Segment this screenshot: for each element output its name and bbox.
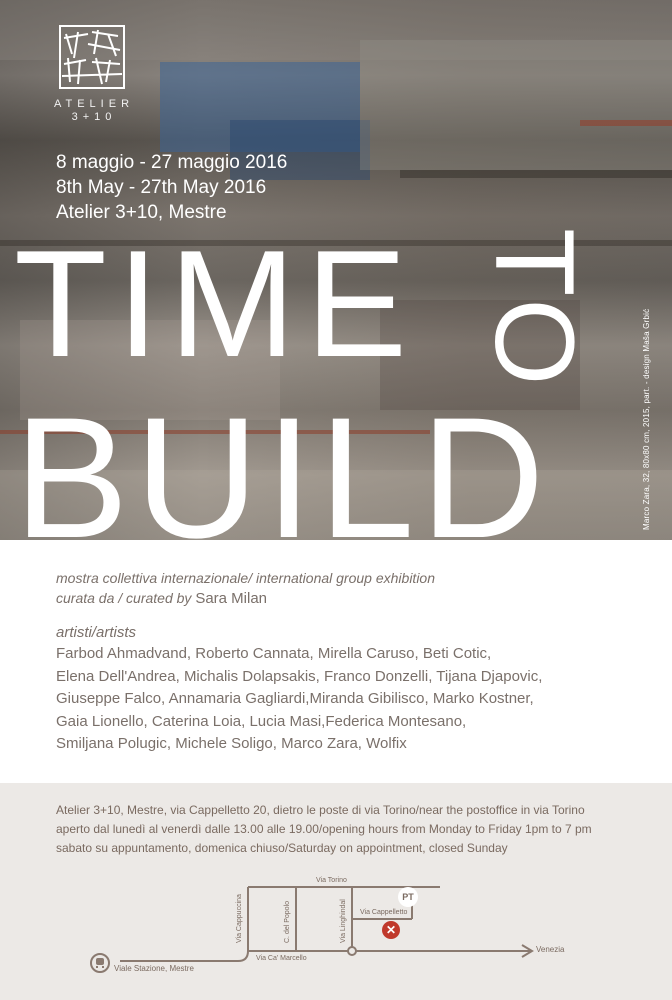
title-build: BUILD	[14, 382, 551, 540]
artists-list	[56, 643, 656, 756]
artists-line: Elena Dell'Andrea, Michalis Dolapsakis, Franco Donzelli, Tijana Djapovic,	[56, 667, 543, 685]
label-via-cappelletto: Via Cappelletto	[360, 909, 408, 916]
label-via-torino: Via Torino	[316, 877, 347, 884]
location-marker-icon: ✕	[382, 921, 400, 939]
artists-heading: artisti/artists	[56, 624, 137, 641]
label-via-ca-marcello: Via Ca' Marcello	[256, 955, 307, 962]
rust-stripe-2	[580, 120, 672, 126]
label-via-linghindal: Via Linghindal	[340, 899, 347, 943]
train-station-icon	[90, 953, 110, 973]
date-english: 8th May - 27th May 2016	[56, 177, 267, 198]
exhibition-type: mostra collettiva internazionale/ international group exhibition	[56, 570, 435, 586]
curator-line: curata da / curated by Sara Milan	[56, 590, 268, 607]
atelier-logo-icon	[58, 24, 126, 90]
light-patch	[360, 40, 672, 170]
dark-stripe	[400, 170, 672, 178]
hours-line: aperto dal lunedì al venerdì dalle 13.00 alle 19.00/opening hours from Monday to Friday 1pm to 7 pm	[56, 822, 592, 836]
artists-line: Gaia Lionello, Caterina Loia, Lucia Masi,Federica Montesano,	[56, 712, 467, 730]
artwork-credit: Marco Zara, 32, 80x80 cm, 2015, part. - design Maša Grbić	[642, 308, 651, 530]
label-c-del-popolo: C. del Popolo	[284, 900, 291, 943]
artists-line: Giuseppe Falco, Annamaria Gagliardi,Miranda Gibilisco, Marko Kostner,	[56, 690, 534, 707]
post-office-icon: PT	[398, 887, 418, 907]
artists-line: Farbod Ahmadvand, Roberto Cannata, Mirella Caruso, Beti Cotic,	[56, 645, 492, 662]
curator-name: Sara Milan	[195, 590, 268, 607]
address-line: Atelier 3+10, Mestre, via Cappelletto 20, dietro le poste di via Torino/near the postoffice in via Torino	[56, 803, 585, 817]
address-and-map	[0, 783, 672, 1000]
artists-line: Smiljana Polugic, Michele Soligo, Marco Zara, Wolfix	[56, 735, 407, 752]
weekend-line: sabato su appuntamento, domenica chiuso/Saturday on appointment, closed Sunday	[56, 841, 508, 855]
title-time: TIME	[14, 219, 418, 389]
title-to-rotated: TO	[472, 228, 597, 390]
label-venezia: Venezia	[536, 945, 565, 954]
exhibition-info	[56, 568, 656, 756]
junction-dot	[348, 947, 356, 955]
date-italian: 8 maggio - 27 maggio 2016	[56, 152, 288, 173]
label-viale-stazione: Viale Stazione, Mestre	[114, 964, 194, 973]
logo-wordmark: ATELIER 3+10	[53, 98, 135, 123]
venue: Atelier 3+10, Mestre	[56, 202, 227, 223]
event-details	[56, 150, 287, 225]
label-via-cappuccina: Via Cappuccina	[236, 894, 243, 943]
